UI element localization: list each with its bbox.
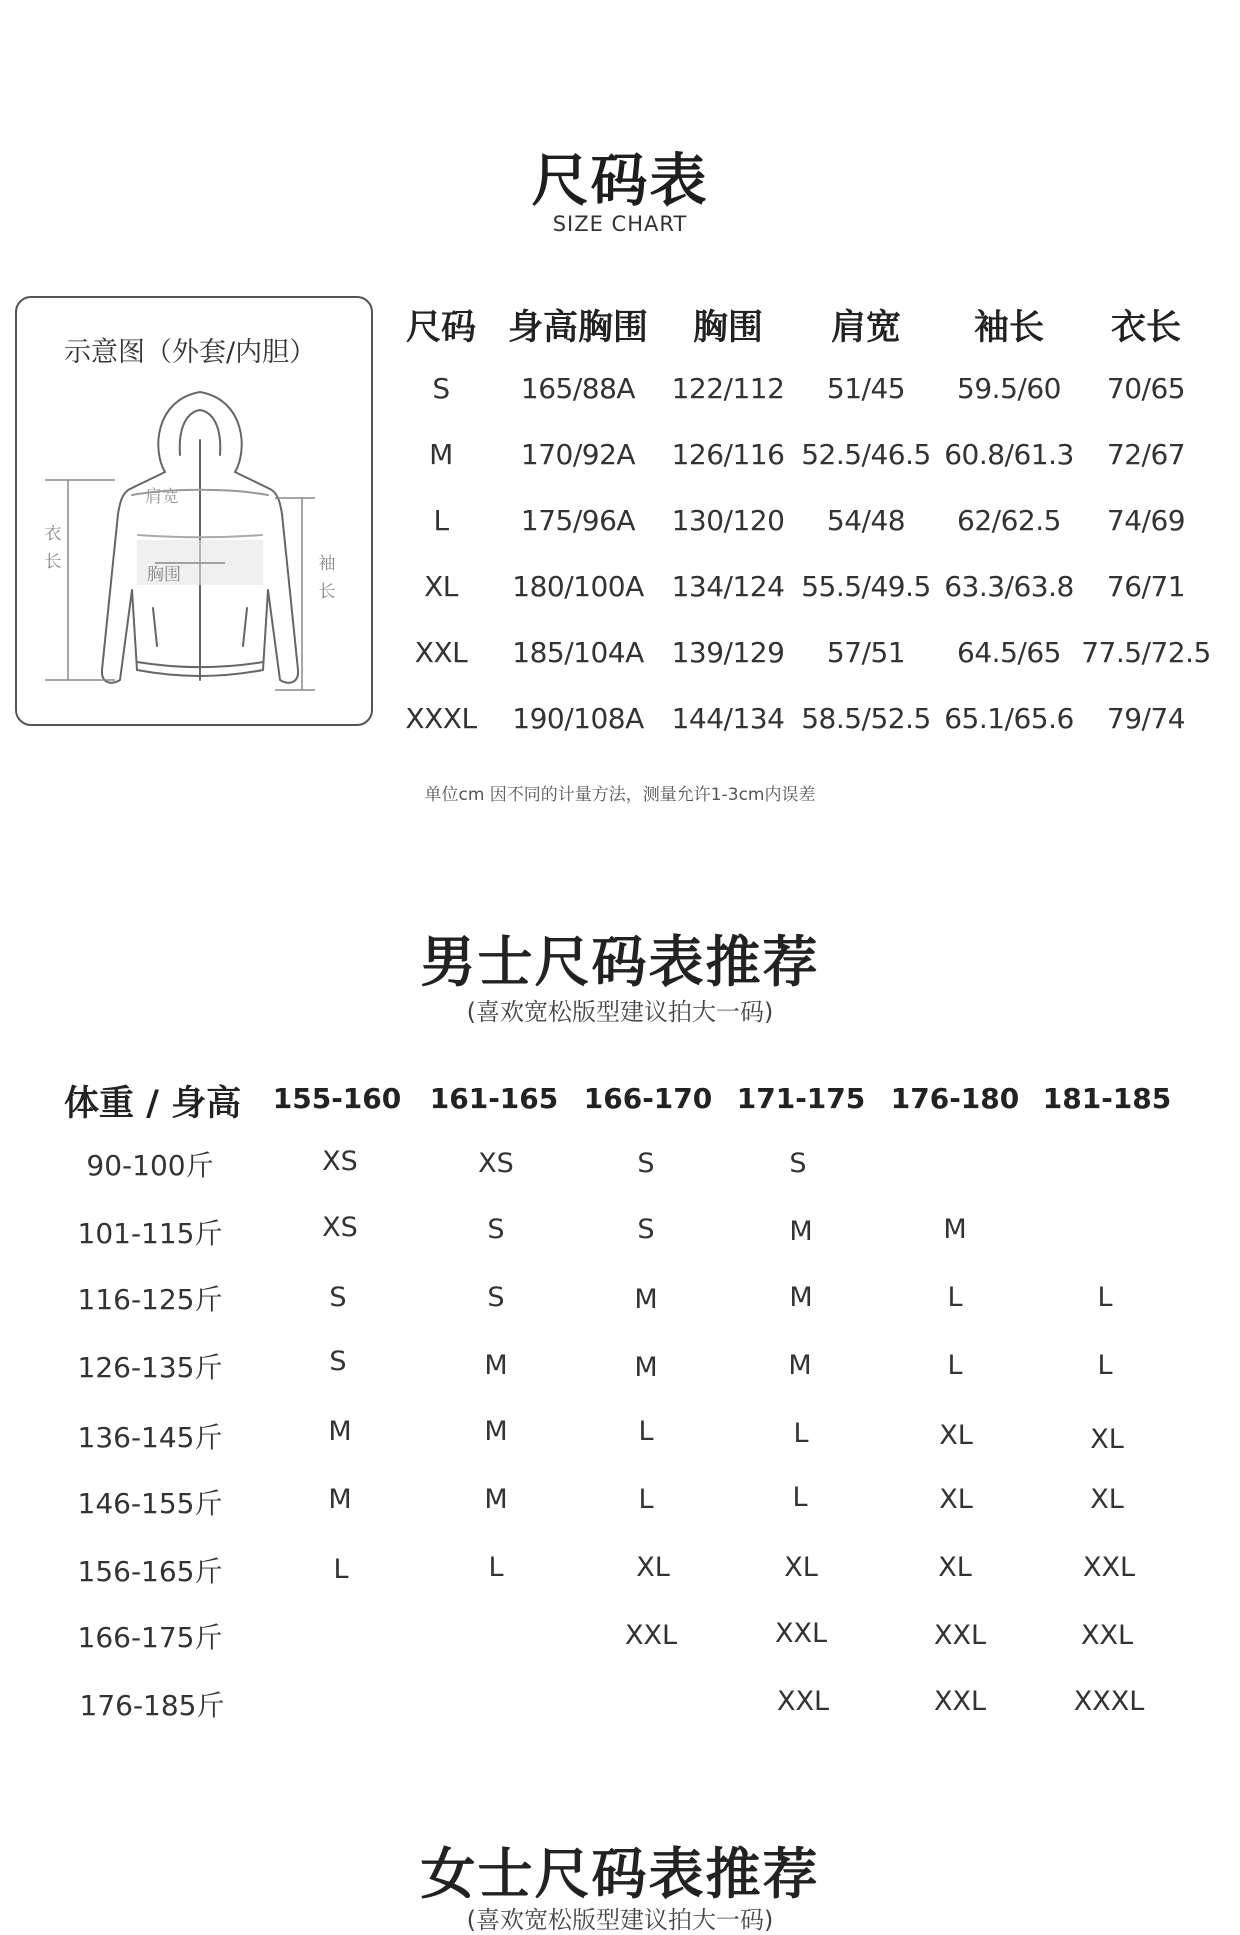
size-cell: 190/108A bbox=[512, 702, 644, 735]
size-cell: 51/45 bbox=[826, 372, 906, 405]
size-cell: 54/48 bbox=[826, 504, 906, 537]
rec-weight-label: 136-145斤 bbox=[77, 1421, 223, 1454]
diagram-label-length: 衣长 bbox=[44, 524, 62, 572]
rec-cell: M bbox=[789, 1282, 813, 1313]
rec-cell: XXXL bbox=[1073, 1686, 1145, 1717]
rec-cell: M bbox=[634, 1352, 658, 1383]
size-cell: M bbox=[429, 438, 453, 471]
rec-height-header: 155-160 bbox=[272, 1082, 402, 1115]
rec-cell: XL bbox=[636, 1552, 670, 1583]
size-cell: S bbox=[432, 372, 450, 405]
rec-cell: XXL bbox=[933, 1620, 987, 1651]
rec-cell: S bbox=[329, 1346, 347, 1377]
rec-cell: M bbox=[943, 1214, 967, 1245]
size-cell: L bbox=[433, 504, 449, 537]
rec-cell: XS bbox=[322, 1146, 358, 1177]
size-cell: 55.5/49.5 bbox=[801, 570, 931, 603]
rec-corner-label: 体重 / 身高 bbox=[64, 1084, 242, 1124]
size-cell: 126/116 bbox=[671, 438, 785, 471]
rec-cell: S bbox=[487, 1282, 505, 1313]
rec-cell: XL bbox=[784, 1552, 818, 1583]
diagram-label-shoulder: 肩宽 bbox=[145, 487, 179, 507]
rec-cell: M bbox=[328, 1416, 352, 1447]
rec-cell: L bbox=[792, 1482, 808, 1513]
rec-height-header: 171-175 bbox=[736, 1082, 866, 1115]
diagram-label-sleeve: 袖长 bbox=[318, 554, 336, 602]
rec-weight-label: 176-185斤 bbox=[79, 1689, 225, 1722]
size-cell: 64.5/65 bbox=[957, 636, 1061, 669]
size-cell: 72/67 bbox=[1106, 438, 1186, 471]
size-header-sleeve: 袖长 bbox=[973, 308, 1045, 348]
size-cell: XXL bbox=[414, 636, 468, 669]
rec-cell: M bbox=[328, 1484, 352, 1515]
rec-cell: XL bbox=[939, 1420, 973, 1451]
size-header-length: 衣长 bbox=[1110, 308, 1182, 348]
size-cell: 65.1/65.6 bbox=[944, 702, 1074, 735]
men-recommend-title: 男士尺码表推荐 bbox=[420, 930, 820, 994]
size-cell: 139/129 bbox=[671, 636, 785, 669]
size-cell: 185/104A bbox=[512, 636, 644, 669]
size-header-shoulder: 肩宽 bbox=[830, 308, 902, 348]
rec-cell: M bbox=[789, 1216, 813, 1247]
women-recommend-subtitle: (喜欢宽松版型建议拍大一码) bbox=[466, 1906, 774, 1934]
rec-cell: XL bbox=[1090, 1484, 1124, 1515]
size-cell: 77.5/72.5 bbox=[1081, 636, 1211, 669]
rec-cell: M bbox=[634, 1284, 658, 1315]
rec-weight-label: 90-100斤 bbox=[86, 1149, 214, 1182]
size-cell: 52.5/46.5 bbox=[801, 438, 931, 471]
size-cell: 165/88A bbox=[520, 372, 636, 405]
rec-cell: M bbox=[484, 1416, 508, 1447]
diagram-title: 示意图（外套/内胆） bbox=[64, 337, 317, 368]
size-cell: 130/120 bbox=[671, 504, 785, 537]
rec-weight-label: 101-115斤 bbox=[77, 1217, 223, 1250]
rec-cell: S bbox=[637, 1148, 655, 1179]
rec-cell: S bbox=[329, 1282, 347, 1313]
rec-cell: XXL bbox=[1080, 1620, 1134, 1651]
size-cell: 70/65 bbox=[1106, 372, 1186, 405]
rec-cell: XXL bbox=[624, 1620, 678, 1651]
size-cell: 60.8/61.3 bbox=[944, 438, 1074, 471]
rec-cell: M bbox=[484, 1484, 508, 1515]
rec-weight-label: 116-125斤 bbox=[77, 1283, 223, 1316]
men-recommend-subtitle: (喜欢宽松版型建议拍大一码) bbox=[466, 998, 774, 1026]
rec-cell: L bbox=[333, 1554, 349, 1585]
rec-cell: S bbox=[487, 1214, 505, 1245]
size-cell: XL bbox=[424, 570, 458, 603]
jacket-diagram-icon bbox=[40, 380, 360, 710]
rec-weight-label: 146-155斤 bbox=[77, 1487, 223, 1520]
rec-cell: XL bbox=[939, 1484, 973, 1515]
rec-cell: M bbox=[484, 1350, 508, 1381]
size-cell: 58.5/52.5 bbox=[801, 702, 931, 735]
diagram-label-chest: 胸围 bbox=[147, 565, 181, 585]
measurement-note: 单位cm 因不同的计量方法，测量允许1-3cm内误差 bbox=[424, 785, 816, 805]
rec-cell: XXL bbox=[774, 1618, 828, 1649]
rec-height-header: 166-170 bbox=[583, 1082, 713, 1115]
size-cell: 59.5/60 bbox=[957, 372, 1061, 405]
size-cell: 62/62.5 bbox=[957, 504, 1061, 537]
rec-cell: L bbox=[1097, 1350, 1113, 1381]
size-cell: 144/134 bbox=[671, 702, 785, 735]
rec-cell: L bbox=[488, 1552, 504, 1583]
size-cell: 180/100A bbox=[512, 570, 644, 603]
rec-cell: S bbox=[637, 1214, 655, 1245]
size-cell: 79/74 bbox=[1106, 702, 1186, 735]
rec-cell: XXL bbox=[933, 1686, 987, 1717]
size-header-size: 尺码 bbox=[405, 308, 477, 348]
rec-weight-label: 156-165斤 bbox=[77, 1555, 223, 1588]
rec-cell: L bbox=[1097, 1282, 1113, 1313]
rec-weight-label: 126-135斤 bbox=[77, 1351, 223, 1384]
rec-cell: L bbox=[638, 1484, 654, 1515]
size-cell: XXXL bbox=[405, 702, 477, 735]
rec-cell: S bbox=[789, 1148, 807, 1179]
size-cell: 76/71 bbox=[1106, 570, 1186, 603]
rec-cell: XS bbox=[322, 1212, 358, 1243]
rec-weight-label: 166-175斤 bbox=[77, 1621, 223, 1654]
rec-cell: XS bbox=[478, 1148, 514, 1179]
rec-height-header: 176-180 bbox=[890, 1082, 1020, 1115]
size-cell: 74/69 bbox=[1106, 504, 1186, 537]
size-cell: 134/124 bbox=[671, 570, 785, 603]
size-cell: 63.3/63.8 bbox=[944, 570, 1074, 603]
size-cell: 57/51 bbox=[826, 636, 906, 669]
size-header-chest: 胸围 bbox=[692, 308, 764, 348]
rec-cell: XXL bbox=[776, 1686, 830, 1717]
size-header-height-chest: 身高胸围 bbox=[507, 308, 649, 348]
rec-cell: L bbox=[947, 1350, 963, 1381]
size-cell: 170/92A bbox=[520, 438, 636, 471]
rec-cell: L bbox=[793, 1418, 809, 1449]
rec-cell: XXL bbox=[1082, 1552, 1136, 1583]
rec-cell: XL bbox=[938, 1552, 972, 1583]
rec-cell: L bbox=[638, 1416, 654, 1447]
size-chart-title: 尺码表 bbox=[531, 148, 709, 214]
rec-height-header: 161-165 bbox=[429, 1082, 559, 1115]
women-recommend-title: 女士尺码表推荐 bbox=[420, 1842, 820, 1906]
rec-cell: L bbox=[947, 1282, 963, 1313]
size-cell: 122/112 bbox=[671, 372, 785, 405]
rec-cell: XL bbox=[1090, 1424, 1124, 1455]
size-cell: 175/96A bbox=[520, 504, 636, 537]
rec-cell: M bbox=[788, 1350, 812, 1381]
size-chart-subtitle: SIZE CHART bbox=[552, 212, 688, 236]
rec-height-header: 181-185 bbox=[1042, 1082, 1172, 1115]
